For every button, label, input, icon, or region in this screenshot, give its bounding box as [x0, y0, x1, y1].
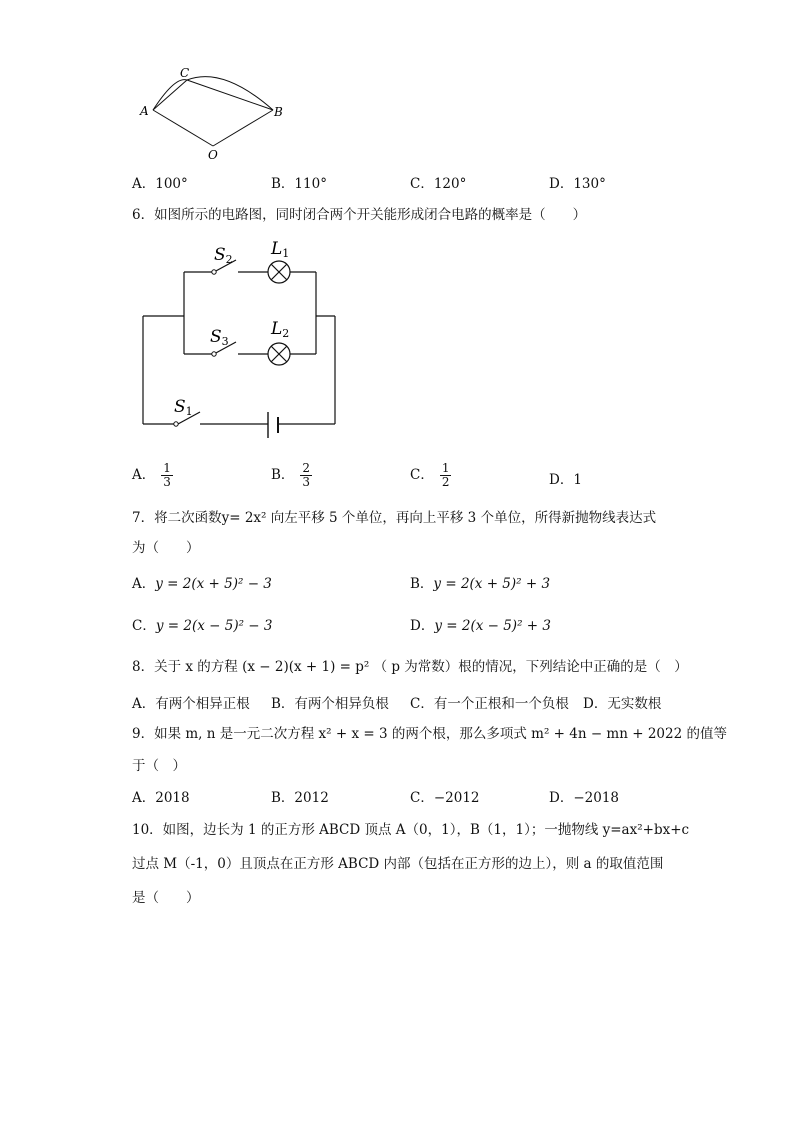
- q6-option-b: B． $\frac{2}{3}$: [271, 461, 311, 489]
- q10-stem-line1: 10．如图，边长为 1 的正方形 ABCD 顶点 A（0，1），B（1，1）；一抛物线 y=ax²+bx+c: [132, 822, 690, 838]
- point-label-b: B: [274, 105, 283, 119]
- q10-stem-line2: 过点 M（-1，0）且顶点在正方形 ABCD 内部（包括在正方形的边上），则 a 的取值范围: [132, 856, 664, 872]
- q9-option-c: C．−2012: [410, 790, 480, 806]
- q9-option-b: B．2012: [271, 790, 329, 806]
- q6-option-a: A． $\frac{1}{3}$: [132, 461, 171, 489]
- q6-circuit-figure: [138, 236, 343, 446]
- point-label-a: A: [140, 104, 149, 118]
- label-s1: S1: [174, 397, 193, 418]
- q8-stem: 8．关于 x 的方程 (x − 2)(x + 1) = p² （ p 为常数）根的情况，下列结论中正确的是（ ）: [132, 659, 688, 675]
- q7-option-c: C．y = 2(x − 5)² − 3: [132, 618, 273, 634]
- q8-option-c: C．有一个正根和一个负根: [410, 696, 569, 712]
- q6-stem: 6．如图所示的电路图，同时闭合两个开关能形成闭合电路的概率是（ ）: [132, 207, 587, 223]
- q9-option-a: A．2018: [132, 790, 190, 806]
- q5-option-d: D．130°: [549, 176, 606, 192]
- q5-option-c: C．120°: [410, 176, 467, 192]
- label-l1: L1: [271, 239, 290, 260]
- point-label-o: O: [208, 148, 218, 162]
- q10-stem-line3: 是（ ）: [132, 890, 200, 906]
- q5-option-a: A．100°: [132, 176, 188, 192]
- q7-stem-line2: 为（ ）: [132, 540, 200, 556]
- q9-stem-line2: 于（ ）: [132, 758, 186, 774]
- label-s3: S3: [210, 327, 229, 348]
- q9-stem-line1: 9．如果 m, n 是一元二次方程 x² + x = 3 的两个根，那么多项式 m² + 4n − mn + 2022 的值等: [132, 726, 727, 742]
- q7-option-d: D．y = 2(x − 5)² + 3: [410, 618, 551, 634]
- q8-option-a: A．有两个相异正根: [132, 696, 250, 712]
- q7-stem-line1: 7．将二次函数y= 2x² 向左平移 5 个单位，再向上平移 3 个单位，所得新抛物线表达式: [132, 510, 657, 526]
- q5-option-b: B．110°: [271, 176, 327, 192]
- q6-option-c: C． $\frac{1}{2}$: [410, 461, 450, 489]
- q8-option-d: D．无实数根: [583, 696, 662, 712]
- q7-option-a: A．y = 2(x + 5)² − 3: [132, 576, 272, 592]
- q7-option-b: B．y = 2(x + 5)² + 3: [410, 576, 551, 592]
- q6-option-d: D．1: [549, 472, 582, 488]
- q8-option-b: B．有两个相异负根: [271, 696, 389, 712]
- label-l2: L2: [271, 319, 290, 340]
- point-label-c: C: [180, 66, 190, 80]
- q9-option-d: D．−2018: [549, 790, 619, 806]
- label-s2: S2: [214, 245, 233, 266]
- q5-figure: [135, 62, 295, 166]
